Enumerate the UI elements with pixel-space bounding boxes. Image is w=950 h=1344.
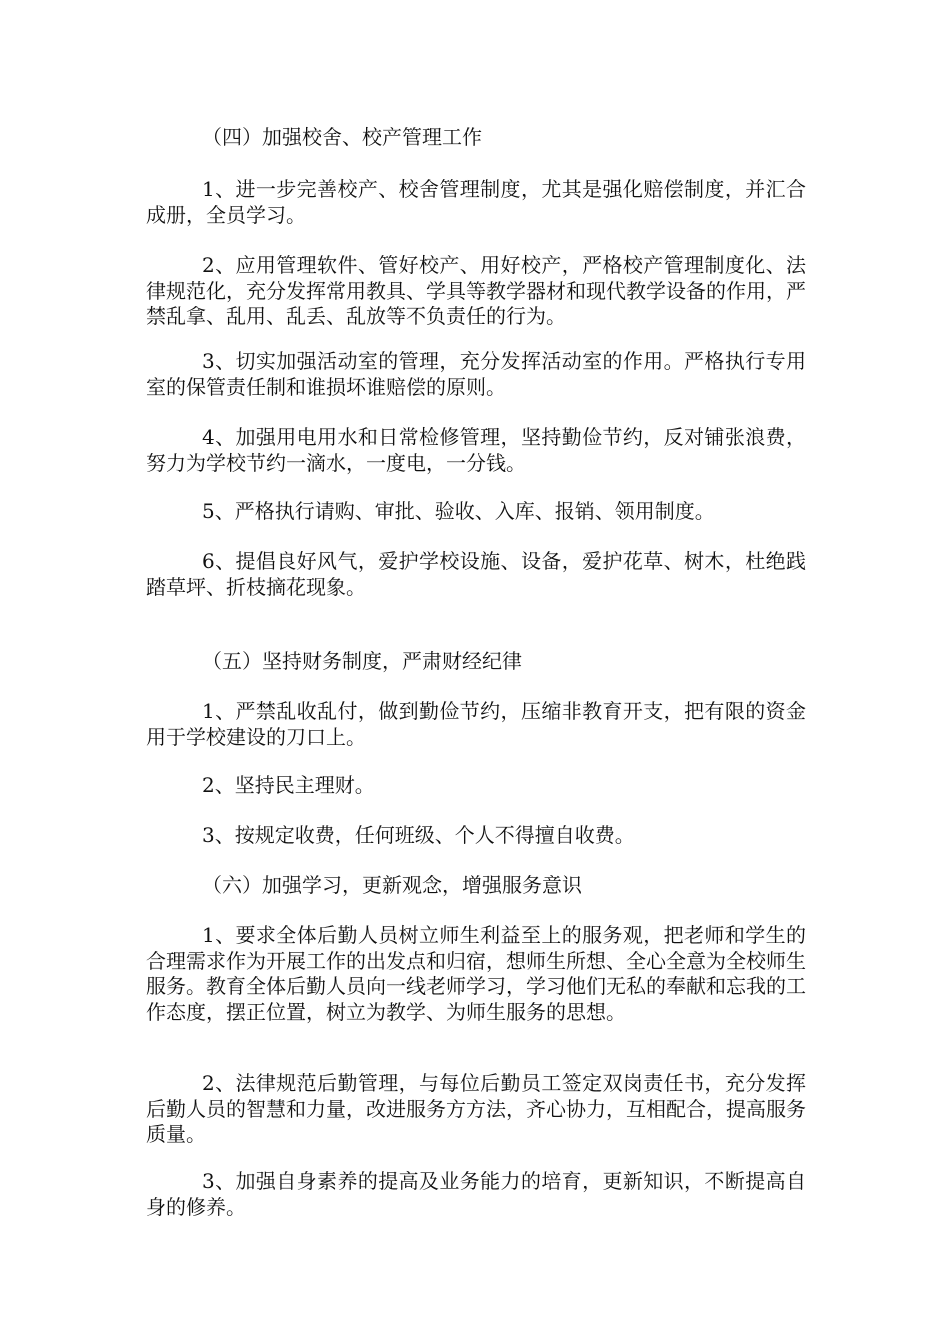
paragraph: 6、提倡良好风气，爱护学校设施、设备，爱护花草、树木，杜绝践踏草坪、折枝摘花现象。 <box>146 549 806 599</box>
paragraph: 1、进一步完善校产、校舍管理制度，尤其是强化赔偿制度，并汇合成册，全员学习。 <box>146 177 806 227</box>
paragraph: 1、要求全体后勤人员树立师生利益至上的服务观，把老师和学生的合理需求作为开展工作的出发点和归宿，想师生所想、全心全意为全校师生服务。教育全体后勤人员向一线老师学习，学习他们无私的奉献和忘我的工作态度，摆正位置，树立为教学、为师生服务的思想。 <box>146 923 806 1024</box>
paragraph: 3、加强自身素养的提高及业务能力的培育，更新知识，不断提高自身的修养。 <box>146 1169 806 1219</box>
section-heading: （五）坚持财务制度，严肃财经纪律 <box>202 649 522 673</box>
paragraph: 2、法律规范后勤管理，与每位后勤员工签定双岗责任书，充分发挥后勤人员的智慧和力量，改进服务方方法，齐心协力，互相配合，提高服务质量。 <box>146 1071 806 1146</box>
paragraph: 4、加强用电用水和日常检修管理，坚持勤俭节约，反对铺张浪费，努力为学校节约一滴水，一度电，一分钱。 <box>146 425 806 475</box>
paragraph: 1、严禁乱收乱付，做到勤俭节约，压缩非教育开支，把有限的资金用于学校建设的刀口上。 <box>146 699 806 749</box>
section-heading: （四）加强校舍、校产管理工作 <box>202 125 482 149</box>
paragraph: 2、坚持民主理财。 <box>202 773 375 797</box>
paragraph: 2、应用管理软件、管好校产、用好校产，严格校产管理制度化、法律规范化，充分发挥常用教具、学具等教学器材和现代教学设备的作用，严禁乱拿、乱用、乱丢、乱放等不负责任的行为。 <box>146 253 806 328</box>
paragraph: 3、切实加强活动室的管理，充分发挥活动室的作用。严格执行专用室的保管责任制和谁损坏谁赔偿的原则。 <box>146 349 806 399</box>
section-heading: （六）加强学习，更新观念，增强服务意识 <box>202 873 582 897</box>
paragraph: 5、严格执行请购、审批、验收、入库、报销、领用制度。 <box>202 499 715 523</box>
paragraph: 3、按规定收费，任何班级、个人不得擅自收费。 <box>202 823 635 847</box>
